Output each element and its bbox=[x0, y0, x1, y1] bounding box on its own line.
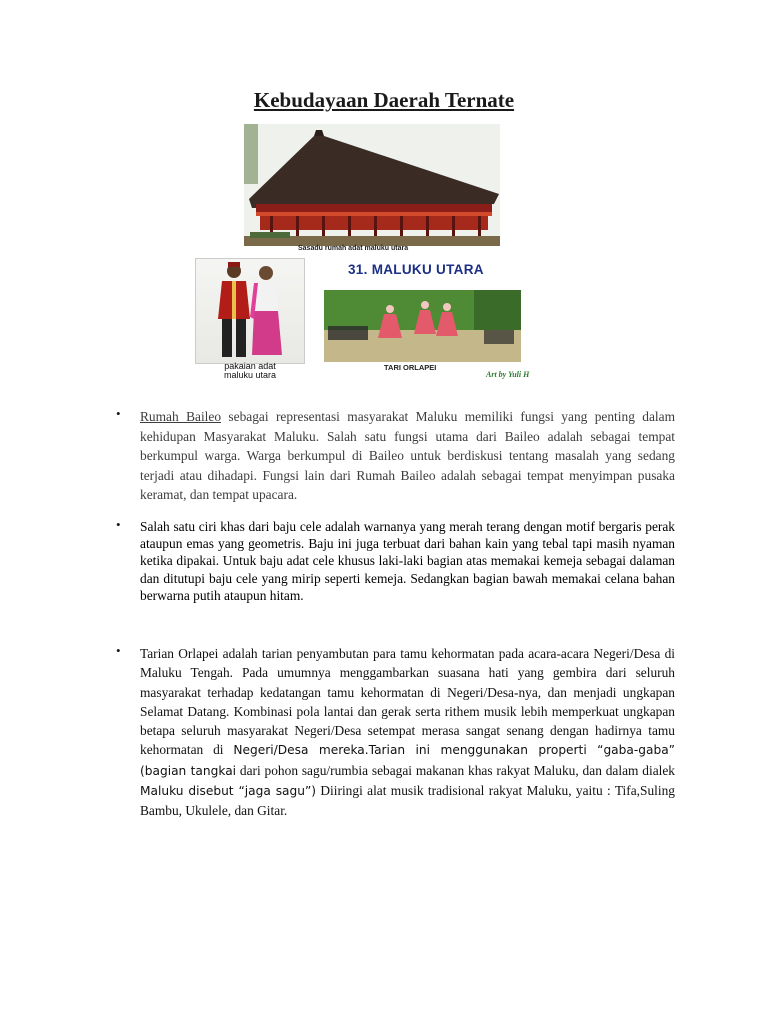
bullet-dot: • bbox=[116, 517, 121, 532]
rumah-baileo-term: Rumah Baileo bbox=[140, 409, 222, 424]
rumah-baileo-text: sebagai representasi masyarakat Maluku memiliki fungsi yang penting dalam kehidupan Masyarakat Maluku. Salah satu fungsi utama dari Baileo adalah sebagai tempat berkumpul warga. Warga berkumpul di Baileo untuk berdiskusi tentang masalah yang sedang terjadi atau dihadapi. Fungsi lain dari Rumah Baileo adalah sebagai tempat menyimpan pusaka keramat, dan tempat upacara. bbox=[140, 409, 675, 502]
traditional-clothing-photo bbox=[195, 258, 305, 364]
list-item bbox=[140, 644, 675, 821]
tarian-orlapei-text-d: Maluku disebut “jaga sagu”) bbox=[140, 784, 317, 799]
clothing-caption-line-1: pakaian adat bbox=[224, 361, 276, 371]
clothing-caption-line-2: maluku utara bbox=[223, 370, 277, 380]
province-label: 31. MALUKU UTARA bbox=[348, 262, 484, 277]
clothing-caption bbox=[200, 362, 300, 380]
traditional-house-photo bbox=[244, 124, 500, 246]
dance-caption: TARI ORLAPEI bbox=[384, 363, 437, 372]
dance-photo bbox=[324, 290, 521, 362]
tarian-orlapei-text-e: Diiringi alat musik tradisional rakyat Maluku, yaitu : Tifa,Suling Bambu, Ukulele, dan Gitar. bbox=[140, 783, 675, 819]
list-item bbox=[140, 518, 675, 604]
tarian-orlapei-text-c: dari pohon sagu/rumbia sebagai makanan khas rakyat Maluku, dan dalam dialek bbox=[236, 762, 675, 778]
bullet-dot: • bbox=[116, 406, 121, 421]
couple-illustration bbox=[196, 259, 304, 363]
page-title: Kebudayaan Daerah Ternate bbox=[253, 88, 515, 112]
credit-text: Art by Yuli H bbox=[486, 370, 530, 379]
list-item bbox=[140, 407, 675, 505]
tarian-orlapei-text-b: Negeri/Desa mereka.Tarian ini menggunakan properti “gaba-gaba” (bagian tangkai bbox=[140, 743, 675, 778]
house-caption: Sasadu rumah adat maluku utara bbox=[298, 245, 409, 252]
house-illustration bbox=[244, 124, 500, 246]
bullet-dot: • bbox=[116, 643, 121, 658]
culture-collage bbox=[0, 0, 768, 400]
baju-cele-text: Salah satu ciri khas dari baju cele adalah warnanya yang merah terang dengan motif bergaris perak ataupun emas yang geometris. Baju ini juga terbuat dari bahan kain yang tebal tapi masih nyaman ketika dipakai. Untuk baju adat cele khusus laki-laki bagian atas memakai kemeja sebagai dalaman dan ditutupi baju cele yang mirip seperti kemeja. Sedangkan bagian bawah memakai celana bahan berwarna putih ataupun hitam. bbox=[140, 519, 675, 603]
dance-illustration bbox=[324, 290, 521, 362]
tarian-orlapei-text-a: Tarian Orlapei adalah tarian penyambutan para tamu kehormatan pada acara-acara Negeri/Desa di Maluku Tengah. Pada umumnya menggambarkan suasana hati yang gembira dari seluruh masyarakat terhadap kedatangan tamu kehormatan di Negeri/Desa-nya, dan menjadi ungkapan Selamat Datang. Kombinasi pola lantai dan gerak serta rithem musik lebih memperkuat ungkapan betapa seluruh masyarakat Negeri/Desa setempat merasa sangat senang dengan hadirnya tamu kehormatan di bbox=[140, 646, 675, 758]
